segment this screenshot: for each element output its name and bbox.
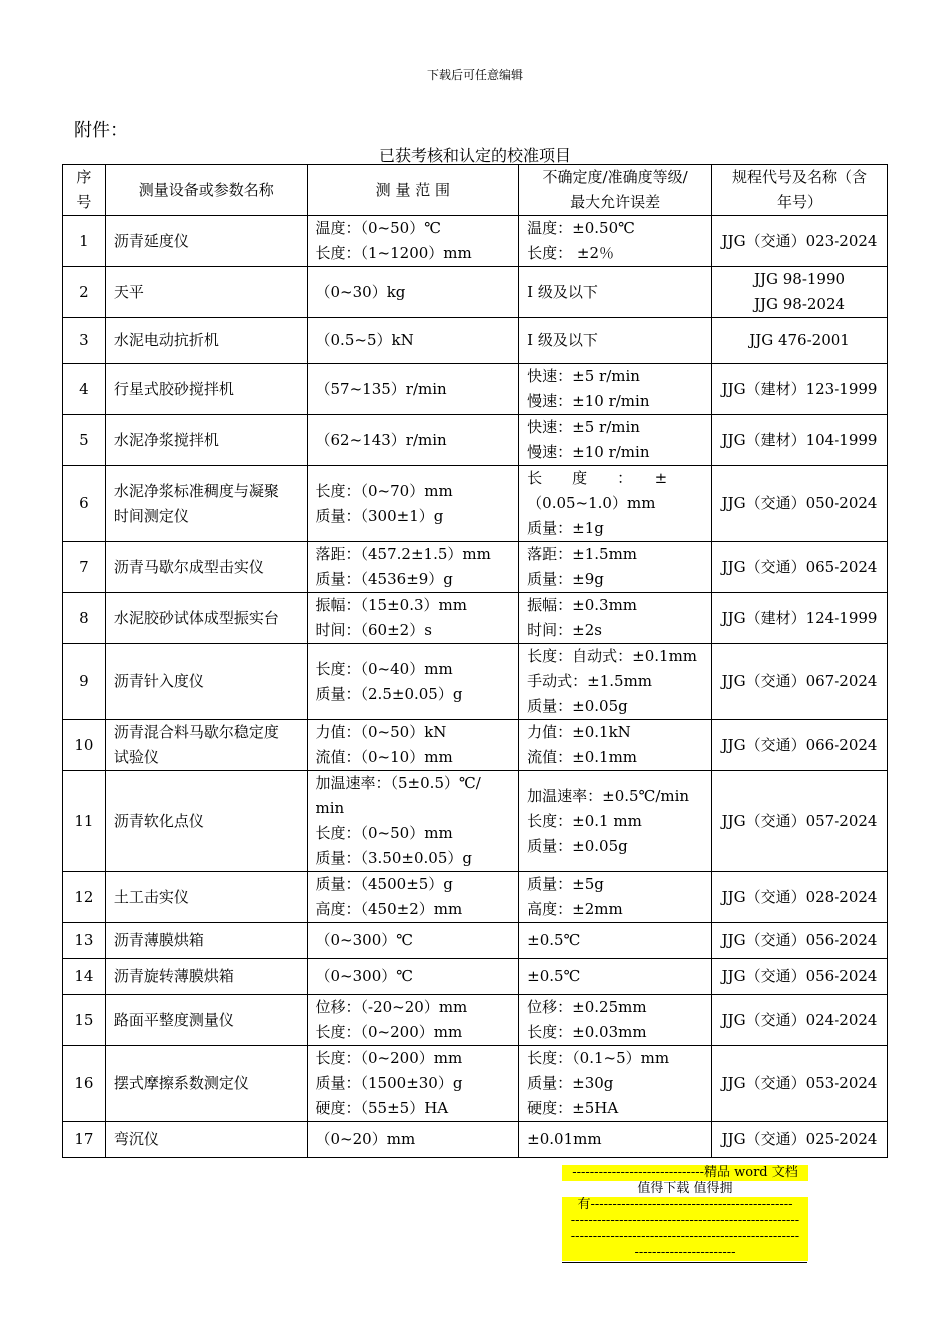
cell-code-line: JJG（交通）024-2024 (721, 1010, 878, 1029)
cell-uncertainty-line: 落距：±1.5mm (527, 545, 638, 563)
cell-name-line: 摆式摩擦系数测定仪 (113, 1074, 249, 1092)
cell-code-line: JJG（建材）123-1999 (721, 379, 878, 398)
table-body (63, 216, 888, 1158)
table-row (63, 872, 888, 923)
cell-uncertainty-line: 长度：±0.03mm (527, 1023, 647, 1041)
cell-range-line: 力值：（0~50）kN (315, 723, 447, 741)
cell-name (105, 720, 307, 771)
cell-no: 7 (63, 542, 106, 593)
cell-no: 1 (63, 216, 106, 267)
table-row (63, 415, 888, 466)
cell-no: 17 (63, 1122, 106, 1158)
calibration-table (62, 164, 888, 1158)
cell-name (105, 267, 307, 318)
header-code: 规程代号及名称（含 年号） (712, 165, 888, 216)
cell-range (307, 720, 519, 771)
table-row (63, 593, 888, 644)
cell-range-line: 时间：（60±2）s (315, 621, 432, 639)
cell-uncertainty-line: 质量：±30g (527, 1074, 614, 1092)
cell-uncertainty-line: 流值：±0.1mm (527, 748, 638, 766)
cell-uncertainty-line: 长度：±0.1 mm (527, 811, 642, 830)
cell-uncertainty-line: 慢速：±10 r/min (527, 443, 650, 461)
cell-range-line: （57~135）r/min (315, 379, 447, 398)
cell-no: 16 (63, 1046, 106, 1122)
cell-range-line: （0~20）mm (315, 1130, 416, 1148)
cell-name (105, 959, 307, 995)
cell-uncertainty (519, 318, 712, 364)
cell-uncertainty-line: 快速：±5 r/min (527, 367, 640, 385)
cell-no: 6 (63, 466, 106, 542)
table-row (63, 644, 888, 720)
cell-uncertainty-line: 长度：（0.1~5）mm (527, 1049, 670, 1067)
cell-no: 14 (63, 959, 106, 995)
cell-uncertainty-line: I 级及以下 (527, 331, 598, 349)
cell-no: 8 (63, 593, 106, 644)
cell-name-line: 沥青针入度仪 (113, 672, 204, 690)
cell-code (712, 415, 888, 466)
cell-code (712, 720, 888, 771)
cell-name (105, 1122, 307, 1158)
cell-name (105, 318, 307, 364)
cell-uncertainty (519, 593, 712, 644)
table-row (63, 542, 888, 593)
footer-note (562, 1165, 808, 1261)
cell-no: 4 (63, 364, 106, 415)
cell-code (712, 923, 888, 959)
cell-code-line: JJG（交通）056-2024 (721, 967, 878, 985)
cell-code-line: JJG（交通）056-2024 (721, 931, 878, 949)
cell-name-line: 沥青混合料马歇尔稳定度 (113, 723, 279, 741)
cell-range-line: （62~143）r/min (315, 430, 447, 449)
cell-code (712, 872, 888, 923)
cell-code (712, 771, 888, 872)
table-row (63, 466, 888, 542)
cell-code-line: JJG（交通）050-2024 (721, 494, 878, 512)
cell-code-line: JJG 98-1990 (753, 270, 846, 288)
cell-range (307, 267, 519, 318)
cell-range-line: 质量：（1500±30）g (315, 1074, 463, 1092)
cell-uncertainty-line: 振幅：±0.3mm (527, 596, 638, 614)
cell-code (712, 593, 888, 644)
cell-uncertainty-line: 温度：±0.50℃ (527, 219, 635, 237)
cell-range (307, 216, 519, 267)
cell-code (712, 1046, 888, 1122)
cell-uncertainty (519, 1046, 712, 1122)
cell-no: 13 (63, 923, 106, 959)
cell-name-line: 沥青薄膜烘箱 (113, 931, 204, 949)
cell-uncertainty (519, 466, 712, 542)
cell-uncertainty-line: （0.05~1.0）mm (527, 494, 656, 512)
cell-name-line: 行星式胶砂搅拌机 (113, 379, 234, 398)
cell-range-line: 流值：（0~10）mm (315, 748, 453, 766)
cell-range-line: 加温速率：（5±0.5）℃/ (315, 774, 481, 792)
cell-range-line: 长度：（0~40）mm (315, 659, 453, 678)
cell-no: 2 (63, 267, 106, 318)
cell-range (307, 542, 519, 593)
cell-name (105, 644, 307, 720)
cell-code (712, 644, 888, 720)
cell-name-line: 水泥净浆搅拌机 (113, 430, 219, 449)
cell-name-line: 弯沉仪 (113, 1130, 159, 1148)
cell-code (712, 267, 888, 318)
cell-range (307, 318, 519, 364)
table-row (63, 720, 888, 771)
cell-name (105, 1046, 307, 1122)
cell-uncertainty-line: 高度：±2mm (527, 900, 623, 918)
cell-code-line: JJG（交通）057-2024 (721, 811, 878, 830)
cell-range-line: 质量：（4536±9）g (315, 570, 453, 588)
cell-range-line: 温度：（0~50）℃ (315, 219, 441, 237)
cell-range-line: 质量：（4500±5）g (315, 875, 453, 893)
cell-no: 10 (63, 720, 106, 771)
cell-range (307, 415, 519, 466)
cell-name-line: 沥青旋转薄膜烘箱 (113, 967, 234, 985)
cell-range-line: 落距：（457.2±1.5）mm (315, 545, 491, 563)
cell-code-line: JJG（交通）023-2024 (721, 231, 878, 250)
cell-range-line: 长度：（0~70）mm (315, 481, 453, 500)
cell-range-line: 位移：（-20~20）mm (315, 998, 468, 1016)
footer-line: 有---------------------------------------------- (562, 1197, 808, 1213)
cell-code-line: JJG 98-2024 (753, 295, 846, 313)
cell-uncertainty-line: 质量：±9g (527, 570, 604, 588)
cell-uncertainty (519, 923, 712, 959)
cell-name-line: 土工击实仪 (113, 887, 189, 906)
cell-code-line: JJG（交通）053-2024 (721, 1074, 878, 1092)
cell-name-line: 沥青延度仪 (113, 231, 189, 250)
cell-uncertainty (519, 542, 712, 593)
table-title: 已获考核和认定的校准项目 (378, 146, 571, 165)
cell-code-line: JJG（交通）067-2024 (721, 672, 878, 690)
page-header-note: 下载后可任意编辑 (426, 68, 523, 82)
cell-uncertainty-line: I 级及以下 (527, 282, 598, 301)
cell-no: 15 (63, 995, 106, 1046)
cell-range (307, 1122, 519, 1158)
table-row (63, 216, 888, 267)
header-no: 序 号 (63, 165, 106, 216)
table-row (63, 959, 888, 995)
cell-range-line: （0.5~5）kN (315, 331, 414, 349)
table-row (63, 1046, 888, 1122)
cell-uncertainty-line: ±0.5℃ (527, 967, 581, 985)
table-header-row (63, 165, 888, 216)
cell-code-line: JJG（交通）028-2024 (721, 887, 878, 906)
table-row (63, 995, 888, 1046)
cell-name-line: 水泥电动抗折机 (113, 331, 219, 349)
table-row (63, 318, 888, 364)
cell-name-line: 沥青马歇尔成型击实仪 (113, 557, 264, 576)
cell-range-line: min (315, 799, 345, 817)
cell-uncertainty-line: 加温速率：±0.5℃/min (527, 786, 690, 805)
cell-code-line: JJG（建材）124-1999 (721, 608, 878, 627)
cell-name (105, 216, 307, 267)
cell-range-line: （0~30）kg (315, 282, 406, 301)
cell-code (712, 995, 888, 1046)
cell-name-line: 时间测定仪 (113, 506, 189, 525)
cell-uncertainty-line: ±0.01mm (527, 1130, 602, 1148)
table-row (63, 771, 888, 872)
header-uncertainty: 不确定度/准确度等级/ 最大允许误差 (519, 165, 712, 216)
cell-uncertainty (519, 872, 712, 923)
cell-no: 12 (63, 872, 106, 923)
cell-name-line: 水泥胶砂试体成型振实台 (113, 608, 279, 627)
cell-uncertainty-line: 位移：±0.25mm (527, 998, 647, 1016)
cell-no: 5 (63, 415, 106, 466)
cell-uncertainty-line: 力值：±0.1kN (527, 723, 631, 741)
footer-line: 值得下载 值得拥 (637, 1181, 733, 1196)
cell-name-line: 试验仪 (113, 748, 159, 766)
cell-name (105, 872, 307, 923)
cell-name (105, 542, 307, 593)
cell-code (712, 318, 888, 364)
table-row (63, 923, 888, 959)
cell-code (712, 959, 888, 995)
cell-range-line: 长度：（0~50）mm (315, 824, 453, 842)
cell-uncertainty-line: 时间：±2s (527, 621, 602, 639)
cell-uncertainty (519, 267, 712, 318)
cell-no: 3 (63, 318, 106, 364)
cell-name-line: 路面平整度测量仪 (113, 1010, 234, 1029)
cell-range (307, 644, 519, 720)
cell-uncertainty-line: 质量：±5g (527, 875, 604, 893)
cell-range (307, 923, 519, 959)
cell-range-line: 振幅：（15±0.3）mm (315, 596, 467, 614)
cell-name (105, 923, 307, 959)
cell-range (307, 593, 519, 644)
cell-range-line: 硬度：（55±5）HA (315, 1099, 449, 1117)
cell-range (307, 872, 519, 923)
cell-uncertainty-line: 质量：±1g (527, 519, 604, 537)
cell-range-line: （0~300）℃ (315, 931, 414, 949)
cell-uncertainty-line: 质量：±0.05g (527, 697, 628, 715)
cell-uncertainty (519, 415, 712, 466)
cell-range-line: 高度：（450±2）mm (315, 900, 463, 918)
cell-uncertainty-line: 快速：±5 r/min (527, 418, 640, 436)
cell-no: 11 (63, 771, 106, 872)
cell-range-line: 质量：（3.50±0.05）g (315, 849, 472, 867)
table-row (63, 364, 888, 415)
cell-uncertainty-line: 硬度：±5HA (527, 1099, 619, 1117)
cell-range-line: 长度：（1~1200）mm (315, 244, 472, 262)
cell-name-line: 水泥净浆标准稠度与凝聚 (113, 481, 279, 500)
cell-uncertainty-line: 长度：自动式：±0.1mm (527, 647, 698, 665)
cell-code-line: JJG（建材）104-1999 (721, 430, 878, 449)
footer-line: ---------------------------------------------------- (562, 1213, 808, 1229)
cell-code (712, 1122, 888, 1158)
cell-code-line: JJG（交通）065-2024 (721, 557, 878, 576)
cell-range (307, 995, 519, 1046)
cell-uncertainty (519, 995, 712, 1046)
cell-range (307, 771, 519, 872)
cell-name (105, 364, 307, 415)
cell-range-line: 质量：（300±1）g (315, 506, 444, 525)
cell-uncertainty-line: 质量：±0.05g (527, 836, 628, 855)
cell-uncertainty-line: ±0.5℃ (527, 931, 581, 949)
cell-code-line: JJG 476-2001 (749, 331, 850, 349)
cell-range (307, 364, 519, 415)
cell-code-line: JJG（交通）025-2024 (721, 1130, 878, 1148)
cell-range-line: 质量：（2.5±0.05）g (315, 684, 463, 703)
cell-name (105, 771, 307, 872)
footer-line: ------------------------------精品 word 文档 (562, 1165, 808, 1181)
cell-code (712, 216, 888, 267)
header-range: 测 量 范 围 (307, 165, 519, 216)
cell-code (712, 466, 888, 542)
table-row (63, 1122, 888, 1158)
cell-no: 9 (63, 644, 106, 720)
cell-code (712, 542, 888, 593)
cell-name (105, 415, 307, 466)
cell-name-line: 天平 (113, 282, 144, 301)
table-row (63, 267, 888, 318)
cell-uncertainty (519, 644, 712, 720)
footer-divider (562, 1262, 807, 1263)
cell-code (712, 364, 888, 415)
cell-range-line: 长度：（0~200）mm (315, 1023, 463, 1041)
cell-code-line: JJG（交通）066-2024 (721, 735, 878, 754)
cell-name-line: 沥青软化点仪 (113, 811, 204, 830)
cell-name (105, 593, 307, 644)
cell-uncertainty (519, 364, 712, 415)
cell-uncertainty (519, 216, 712, 267)
cell-uncertainty (519, 1122, 712, 1158)
cell-range (307, 1046, 519, 1122)
header-name: 测量设备或参数名称 (105, 165, 307, 216)
footer-line: ----------------------- (562, 1245, 808, 1261)
cell-range-line: （0~300）℃ (315, 967, 414, 985)
cell-range (307, 466, 519, 542)
cell-range (307, 959, 519, 995)
cell-range-line: 长度：（0~200）mm (315, 1049, 463, 1067)
cell-uncertainty-line: 长 度 ： ± (527, 469, 668, 487)
cell-uncertainty-line: 手动式：±1.5mm (527, 672, 653, 690)
cell-uncertainty-line: 长度： ±2％ (527, 244, 615, 262)
footer-line: ---------------------------------------------------- (562, 1229, 808, 1245)
attachment-label: 附件： (74, 120, 128, 141)
cell-uncertainty (519, 771, 712, 872)
cell-uncertainty (519, 959, 712, 995)
cell-uncertainty-line: 慢速：±10 r/min (527, 392, 650, 410)
cell-uncertainty (519, 720, 712, 771)
cell-name (105, 995, 307, 1046)
cell-name (105, 466, 307, 542)
